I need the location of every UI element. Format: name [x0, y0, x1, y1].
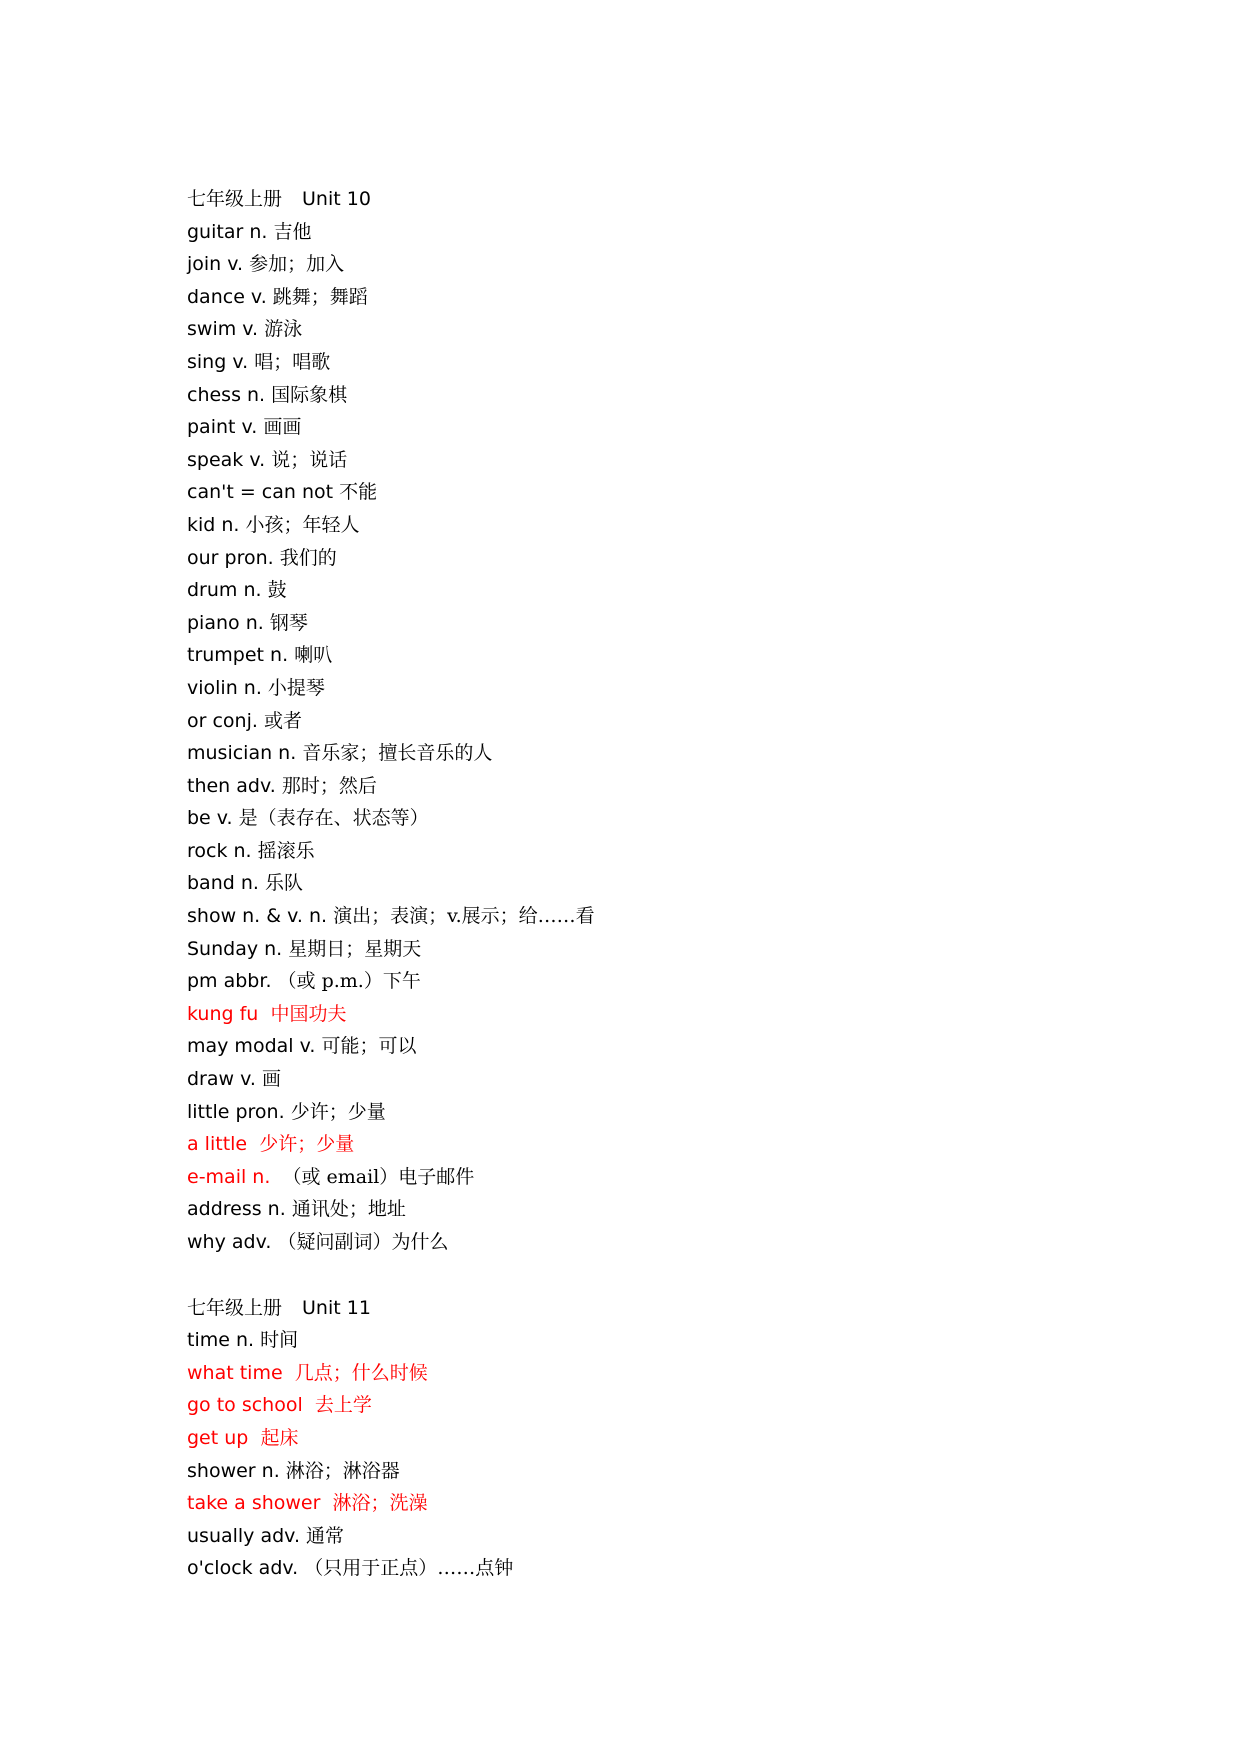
chinese-meaning: 去上学: [314, 1394, 372, 1417]
chinese-meaning: 说；说话: [271, 448, 348, 471]
chinese-meaning: 演出；表演；v.展示；给……看: [333, 905, 595, 928]
vocabulary-entry: [187, 1226, 1187, 1259]
vocabulary-entry: [187, 867, 1187, 900]
chinese-meaning: 通讯处；地址: [291, 1198, 406, 1221]
chinese-meaning: 少许；少量: [259, 1133, 355, 1156]
vocabulary-entry: [187, 1030, 1187, 1063]
english-term: chess n.: [187, 383, 266, 406]
unit-label: Unit 10: [302, 188, 371, 210]
english-term: what time: [187, 1361, 283, 1384]
vocabulary-entry: [187, 542, 1187, 575]
english-term: e-mail n.: [187, 1165, 271, 1188]
vocabulary-entry: [187, 1357, 1187, 1390]
english-term: speak v.: [187, 448, 266, 471]
english-term: swim v.: [187, 318, 259, 341]
english-term: get up: [187, 1426, 249, 1449]
chinese-meaning: （疑问副词）为什么: [277, 1231, 449, 1253]
english-term: kid n.: [187, 513, 240, 536]
english-term: or conj.: [187, 709, 258, 732]
vocabulary-list: [187, 183, 1187, 1585]
vocabulary-entry: [187, 607, 1187, 640]
english-term: drum n.: [187, 579, 262, 602]
chinese-meaning: 吉他: [273, 220, 312, 243]
vocabulary-entry: [187, 802, 1187, 835]
english-term: o'clock adv.: [187, 1557, 299, 1580]
chinese-meaning: 不能: [339, 481, 378, 504]
vocabulary-entry: [187, 1487, 1187, 1520]
english-term: join v.: [187, 253, 244, 276]
chinese-meaning: 我们的: [279, 546, 337, 569]
unit-heading: [187, 183, 1187, 216]
english-term: show n. & v. n.: [187, 905, 328, 928]
vocabulary-entry: [187, 346, 1187, 379]
vocabulary-entry: [187, 835, 1187, 868]
english-term: pm abbr.: [187, 970, 272, 993]
vocabulary-entry: [187, 1128, 1187, 1161]
english-term: rock n.: [187, 839, 252, 862]
vocabulary-entry: [187, 574, 1187, 607]
chinese-meaning: 摇滚乐: [257, 839, 315, 862]
chinese-meaning: 时间: [260, 1329, 299, 1352]
english-term: be v.: [187, 807, 233, 830]
english-term: violin n.: [187, 676, 262, 699]
english-term: take a shower: [187, 1492, 321, 1515]
vocabulary-entry: [187, 476, 1187, 509]
vocabulary-entry: [187, 1520, 1187, 1553]
chinese-meaning: 音乐家；擅长音乐的人: [302, 742, 493, 765]
vocabulary-entry: [187, 1389, 1187, 1422]
english-term: then adv.: [187, 774, 276, 797]
chinese-meaning: 喇叭: [294, 644, 333, 667]
chinese-meaning: 少许；少量: [290, 1100, 386, 1123]
vocabulary-entry: [187, 1096, 1187, 1129]
vocabulary-entry: [187, 1552, 1187, 1585]
english-term: a little: [187, 1133, 248, 1156]
chinese-meaning: 星期日；星期天: [288, 937, 422, 960]
chinese-meaning: 乐队: [264, 872, 303, 895]
english-term: piano n.: [187, 611, 264, 634]
chinese-meaning: 画: [261, 1068, 281, 1091]
english-term: guitar n.: [187, 220, 268, 243]
vocabulary-entry: [187, 281, 1187, 314]
vocabulary-entry: [187, 672, 1187, 705]
vocabulary-entry: [187, 313, 1187, 346]
chinese-meaning: 那时；然后: [281, 774, 377, 797]
chinese-meaning: （或 email）电子邮件: [282, 1165, 475, 1188]
chinese-meaning: 起床: [260, 1426, 299, 1449]
vocabulary-entry: [187, 509, 1187, 542]
vocabulary-entry: [187, 411, 1187, 444]
chinese-meaning: 小提琴: [267, 676, 325, 699]
chinese-meaning: 中国功夫: [270, 1002, 347, 1025]
vocabulary-entry: [187, 1455, 1187, 1488]
chinese-meaning: 鼓: [267, 579, 287, 602]
vocabulary-entry: [187, 444, 1187, 477]
english-term: paint v.: [187, 416, 258, 439]
english-term: sing v.: [187, 350, 249, 373]
english-term: band n.: [187, 872, 259, 895]
chinese-meaning: 或者: [263, 709, 302, 732]
vocabulary-entry: [187, 1324, 1187, 1357]
vocabulary-entry: [187, 770, 1187, 803]
vocabulary-sections: [187, 183, 1187, 1585]
chinese-meaning: 画画: [263, 416, 302, 439]
chinese-meaning: （只用于正点）……点钟: [304, 1557, 514, 1580]
english-term: may modal v.: [187, 1035, 316, 1058]
vocabulary-entry: [187, 1161, 1187, 1194]
english-term: go to school: [187, 1394, 303, 1417]
english-term: little pron.: [187, 1100, 285, 1123]
unit-label: Unit 11: [302, 1296, 371, 1319]
english-term: shower n.: [187, 1459, 280, 1482]
vocabulary-entry: [187, 379, 1187, 412]
vocabulary-entry: [187, 1063, 1187, 1096]
chinese-meaning: 钢琴: [269, 611, 308, 634]
chinese-meaning: 游泳: [264, 318, 303, 341]
english-term: time n.: [187, 1329, 255, 1352]
vocabulary-entry: [187, 1193, 1187, 1226]
english-term: usually adv.: [187, 1524, 300, 1547]
english-term: why adv.: [187, 1231, 272, 1253]
vocabulary-entry: [187, 998, 1187, 1031]
chinese-meaning: （或 p.m.）下午: [277, 970, 421, 993]
chinese-meaning: 国际象棋: [271, 383, 348, 406]
vocabulary-entry: [187, 216, 1187, 249]
english-term: Sunday n.: [187, 937, 283, 960]
vocabulary-entry: [187, 965, 1187, 998]
chinese-meaning: 小孩；年轻人: [245, 513, 360, 536]
english-term: trumpet n.: [187, 644, 289, 667]
chinese-meaning: 淋浴；洗澡: [332, 1492, 428, 1515]
english-term: dance v.: [187, 285, 267, 308]
english-term: address n.: [187, 1198, 286, 1221]
chinese-meaning: 可能；可以: [321, 1035, 417, 1058]
vocabulary-entry: [187, 900, 1187, 933]
chinese-meaning: 跳舞；舞蹈: [272, 285, 368, 308]
english-term: our pron.: [187, 546, 274, 569]
grade-label: 七年级上册: [187, 188, 283, 210]
grade-label: 七年级上册: [187, 1296, 283, 1319]
chinese-meaning: 是（表存在、状态等）: [238, 807, 429, 830]
vocabulary-entry: [187, 639, 1187, 672]
unit-section: [187, 1292, 1187, 1585]
vocabulary-entry: [187, 705, 1187, 738]
vocabulary-entry: [187, 933, 1187, 966]
vocabulary-entry: [187, 1422, 1187, 1455]
chinese-meaning: 唱；唱歌: [254, 350, 331, 373]
unit-section: [187, 183, 1187, 1259]
chinese-meaning: 淋浴；淋浴器: [285, 1459, 400, 1482]
english-term: draw v.: [187, 1068, 256, 1091]
chinese-meaning: 几点；什么时候: [294, 1361, 428, 1384]
vocabulary-entry: [187, 737, 1187, 770]
vocabulary-entry: [187, 248, 1187, 281]
unit-heading: [187, 1292, 1187, 1325]
chinese-meaning: 参加；加入: [249, 253, 345, 276]
english-term: musician n.: [187, 742, 297, 765]
english-term: kung fu: [187, 1002, 259, 1025]
chinese-meaning: 通常: [306, 1524, 345, 1547]
english-term: can't = can not: [187, 481, 334, 504]
